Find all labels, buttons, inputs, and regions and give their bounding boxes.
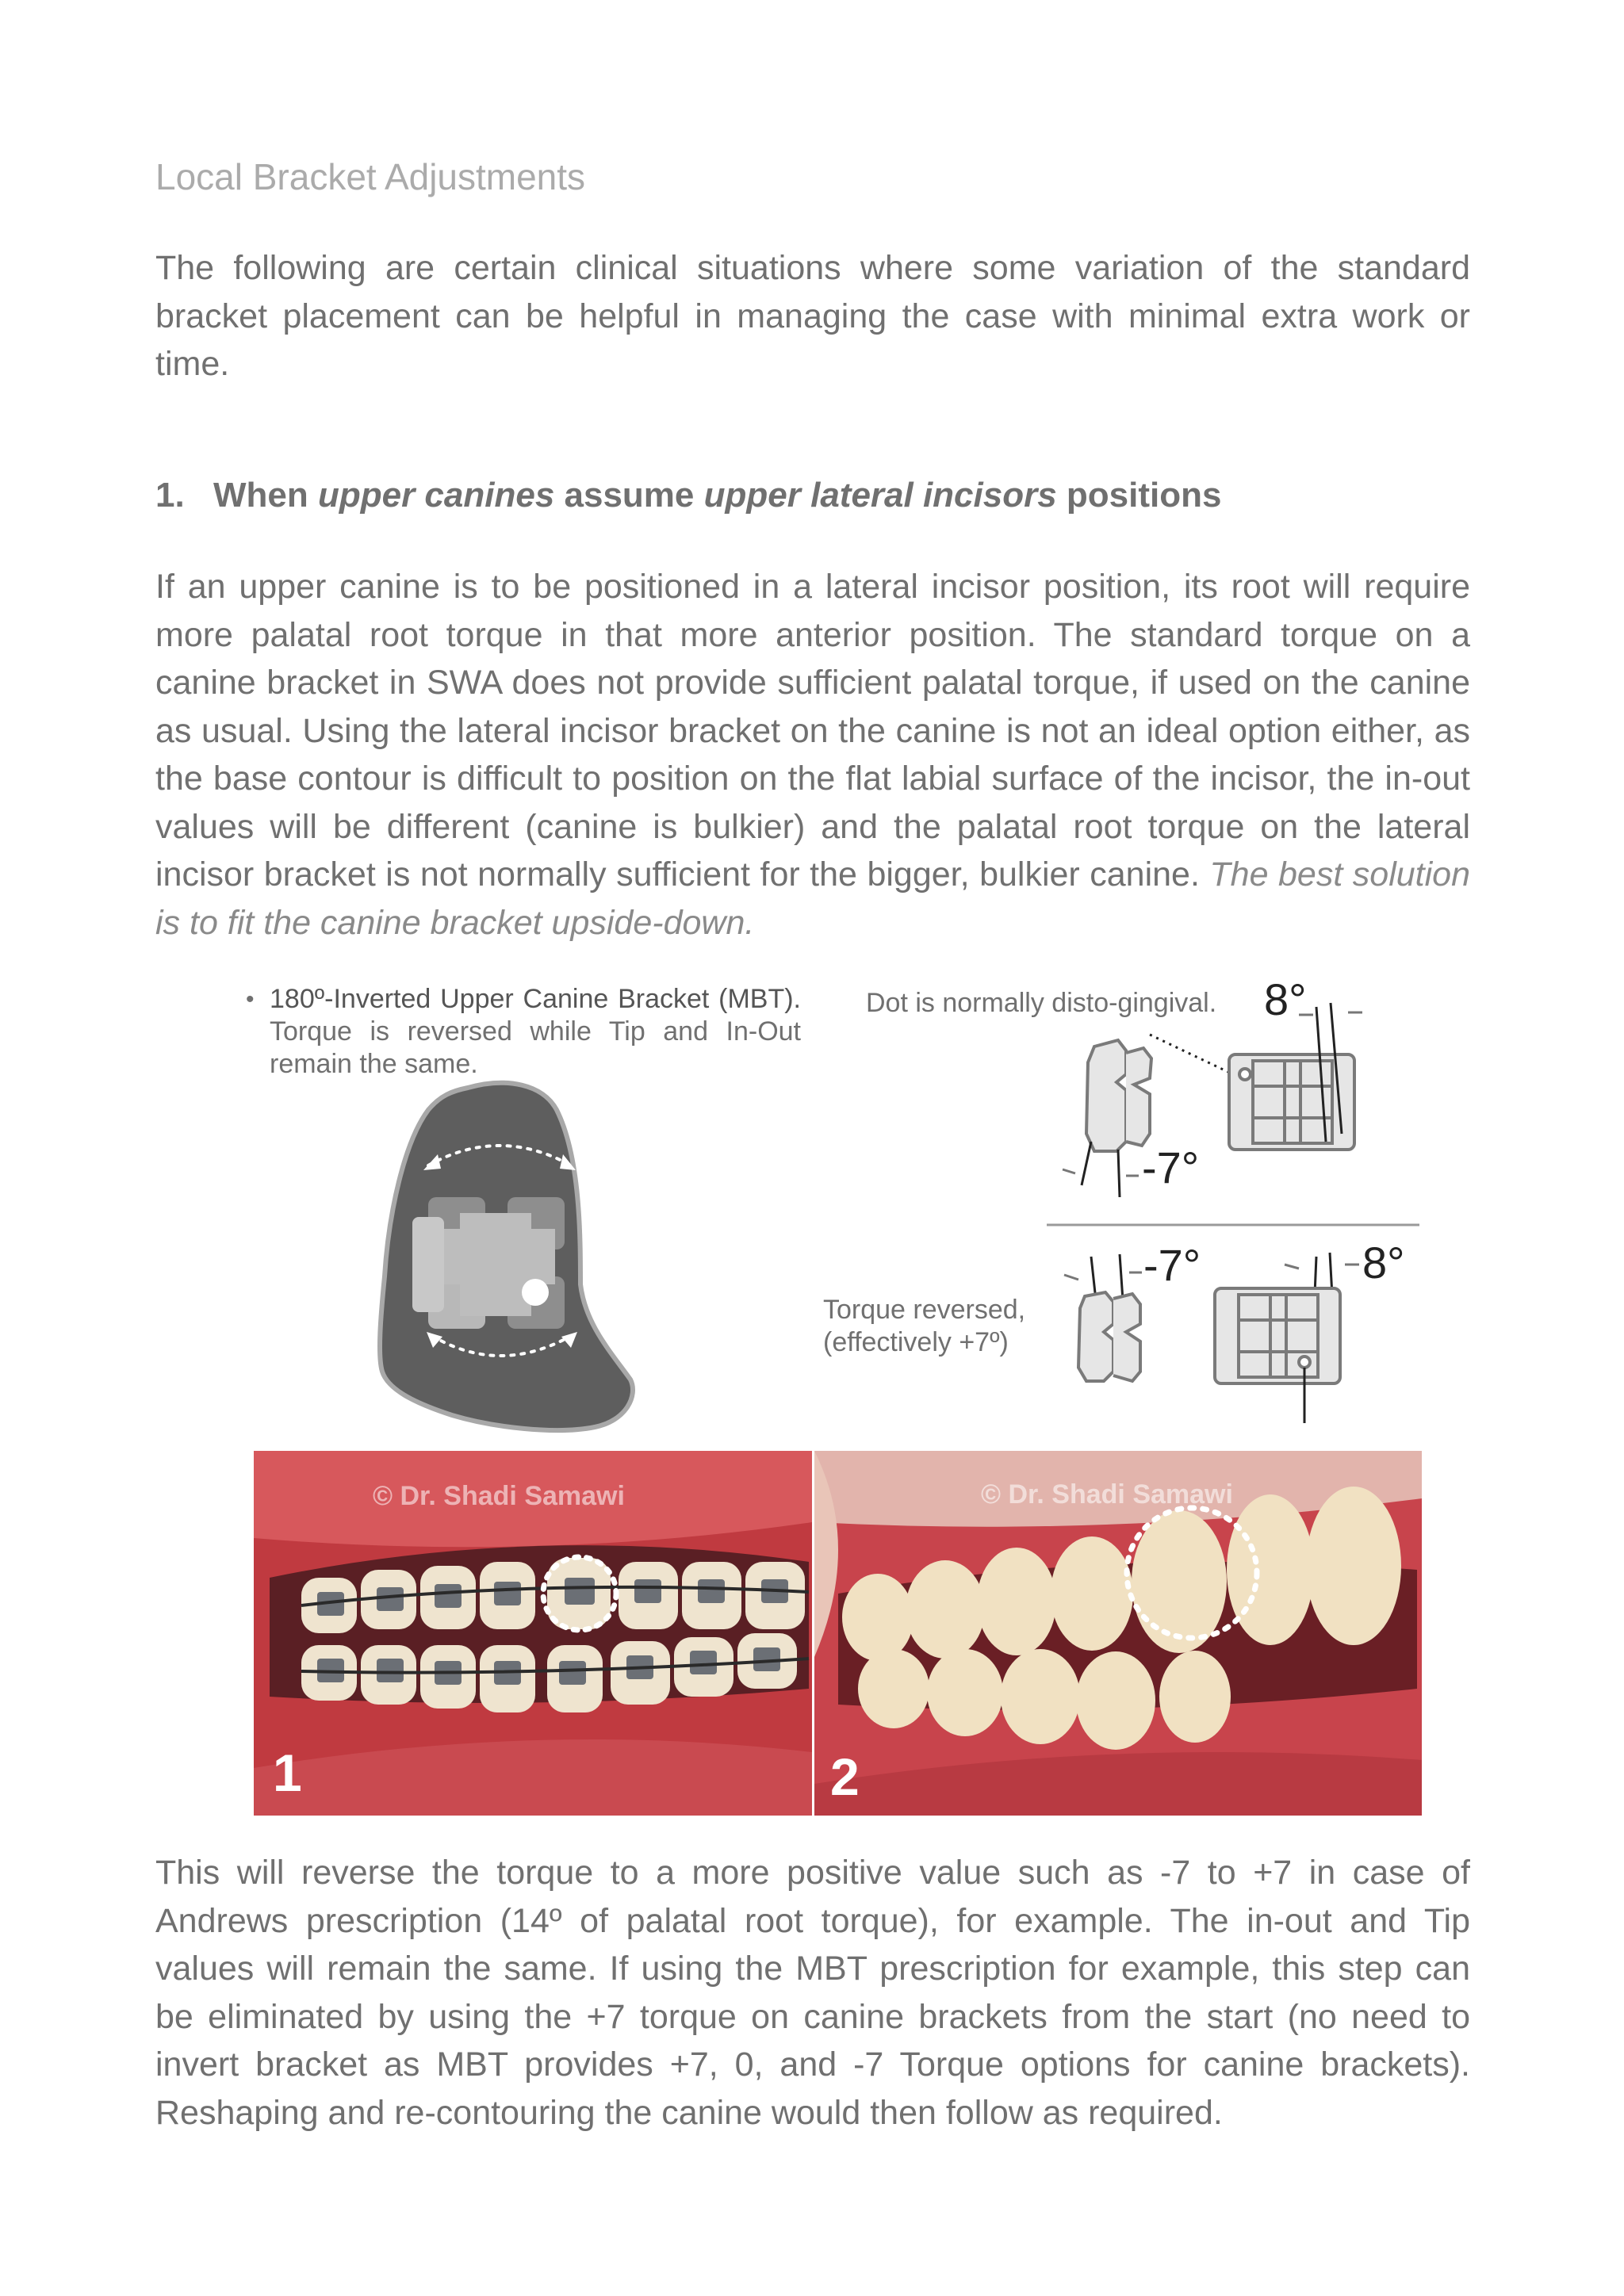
photo-2-label: 2 xyxy=(830,1747,860,1806)
body-paragraph-2: This will reverse the torque to a more positive value such as -7 to +7 in case of Andrews prescription (14º of palatal root torque), for example. The in-out and Tip values will remain the same. If using the MBT prescription for example, this step can be eliminated by using the +7 torque on canine brackets from the start (no need to invert bracket as MBT provides +7, 0, and -7 Torque options for canine brackets). Reshaping and re-contouring the canine would then follow as required. xyxy=(155,1854,1470,2132)
torque-note-line1: Torque reversed, xyxy=(823,1295,1026,1325)
bullet-desc: Torque is reversed while Tip and In-Out remain the same. xyxy=(270,1016,801,1079)
top-torque-line-2 xyxy=(1118,1150,1120,1197)
heading-part2: assume xyxy=(554,476,704,515)
heading-part1: When xyxy=(213,476,318,515)
top-tip-value: 8° xyxy=(1264,975,1307,1024)
bottom-tip-arrows xyxy=(1285,1265,1359,1269)
heading-italic1: upper canines xyxy=(317,476,555,515)
side-bracket-top xyxy=(1086,1040,1151,1151)
top-torque-line-1 xyxy=(1082,1142,1091,1185)
bracket-shape xyxy=(412,1197,565,1329)
numbered-heading xyxy=(155,476,1221,515)
section-title: Local Bracket Adjustments xyxy=(155,156,586,197)
inverted-bracket-illustration xyxy=(373,1078,642,1435)
bullet-icon: • xyxy=(246,986,255,1012)
heading-number: 1. xyxy=(155,476,185,515)
dot-note: Dot is normally disto-gingival. xyxy=(866,988,1217,1018)
body1-italic: The best solution is to fit the canine bracket upside-down. xyxy=(155,855,1470,942)
photo-2-watermark: © Dr. Shadi Samawi xyxy=(981,1479,1233,1510)
bullet-title: 180º-Inverted Upper Canine Bracket (MBT). xyxy=(270,984,801,1014)
top-torque-arrows xyxy=(1063,1169,1139,1176)
heading-italic2: upper lateral incisors xyxy=(703,476,1057,515)
front-bracket-bottom xyxy=(1215,1288,1340,1383)
bottom-torque-line-2 xyxy=(1120,1254,1123,1300)
heading-part3: positions xyxy=(1056,476,1222,515)
body1-text: If an upper canine is to be positioned in a lateral incisor position, its root will require more palatal root torque in that more anterior position. The standard torque on a canine bracket in SWA does not provide sufficient palatal torque, if used on the canine as usual. Using the lateral incisor bracket on the canine is not an ideal option either, as the base contour is difficult to position on the flat labial surface of the incisor, the in-out values will be different (canine is bulkier) and the palatal root torque on the lateral incisor bracket is not normally sufficient for the bigger, bulkier canine. xyxy=(155,568,1470,894)
bottom-tip-value: 8° xyxy=(1362,1238,1405,1288)
bracket-dot-marker xyxy=(522,1279,549,1306)
bracket-torque-diagram xyxy=(1047,975,1427,1435)
torque-note-line2: (effectively +7º) xyxy=(823,1327,1009,1357)
dot-leader-line xyxy=(1150,1035,1233,1074)
intro-paragraph: The following are certain clinical situations where some variation of the standard bracket placement can be helpful in managing the case with minimal extra work or time. xyxy=(155,249,1470,383)
side-bracket-bottom xyxy=(1078,1292,1140,1381)
bottom-torque-arrows xyxy=(1064,1272,1142,1280)
photo-1-label: 1 xyxy=(273,1743,302,1802)
photo-2-teeth xyxy=(814,1451,1422,1816)
body-paragraph-1 xyxy=(155,563,1470,947)
top-torque-value: -7° xyxy=(1142,1142,1200,1192)
bottom-torque-value: -7° xyxy=(1143,1240,1201,1290)
torque-reversed-note xyxy=(823,1294,1025,1359)
bullet-caption xyxy=(246,983,801,1081)
photo-1-braces xyxy=(254,1451,812,1816)
photo-1-watermark: © Dr. Shadi Samawi xyxy=(373,1481,625,1511)
